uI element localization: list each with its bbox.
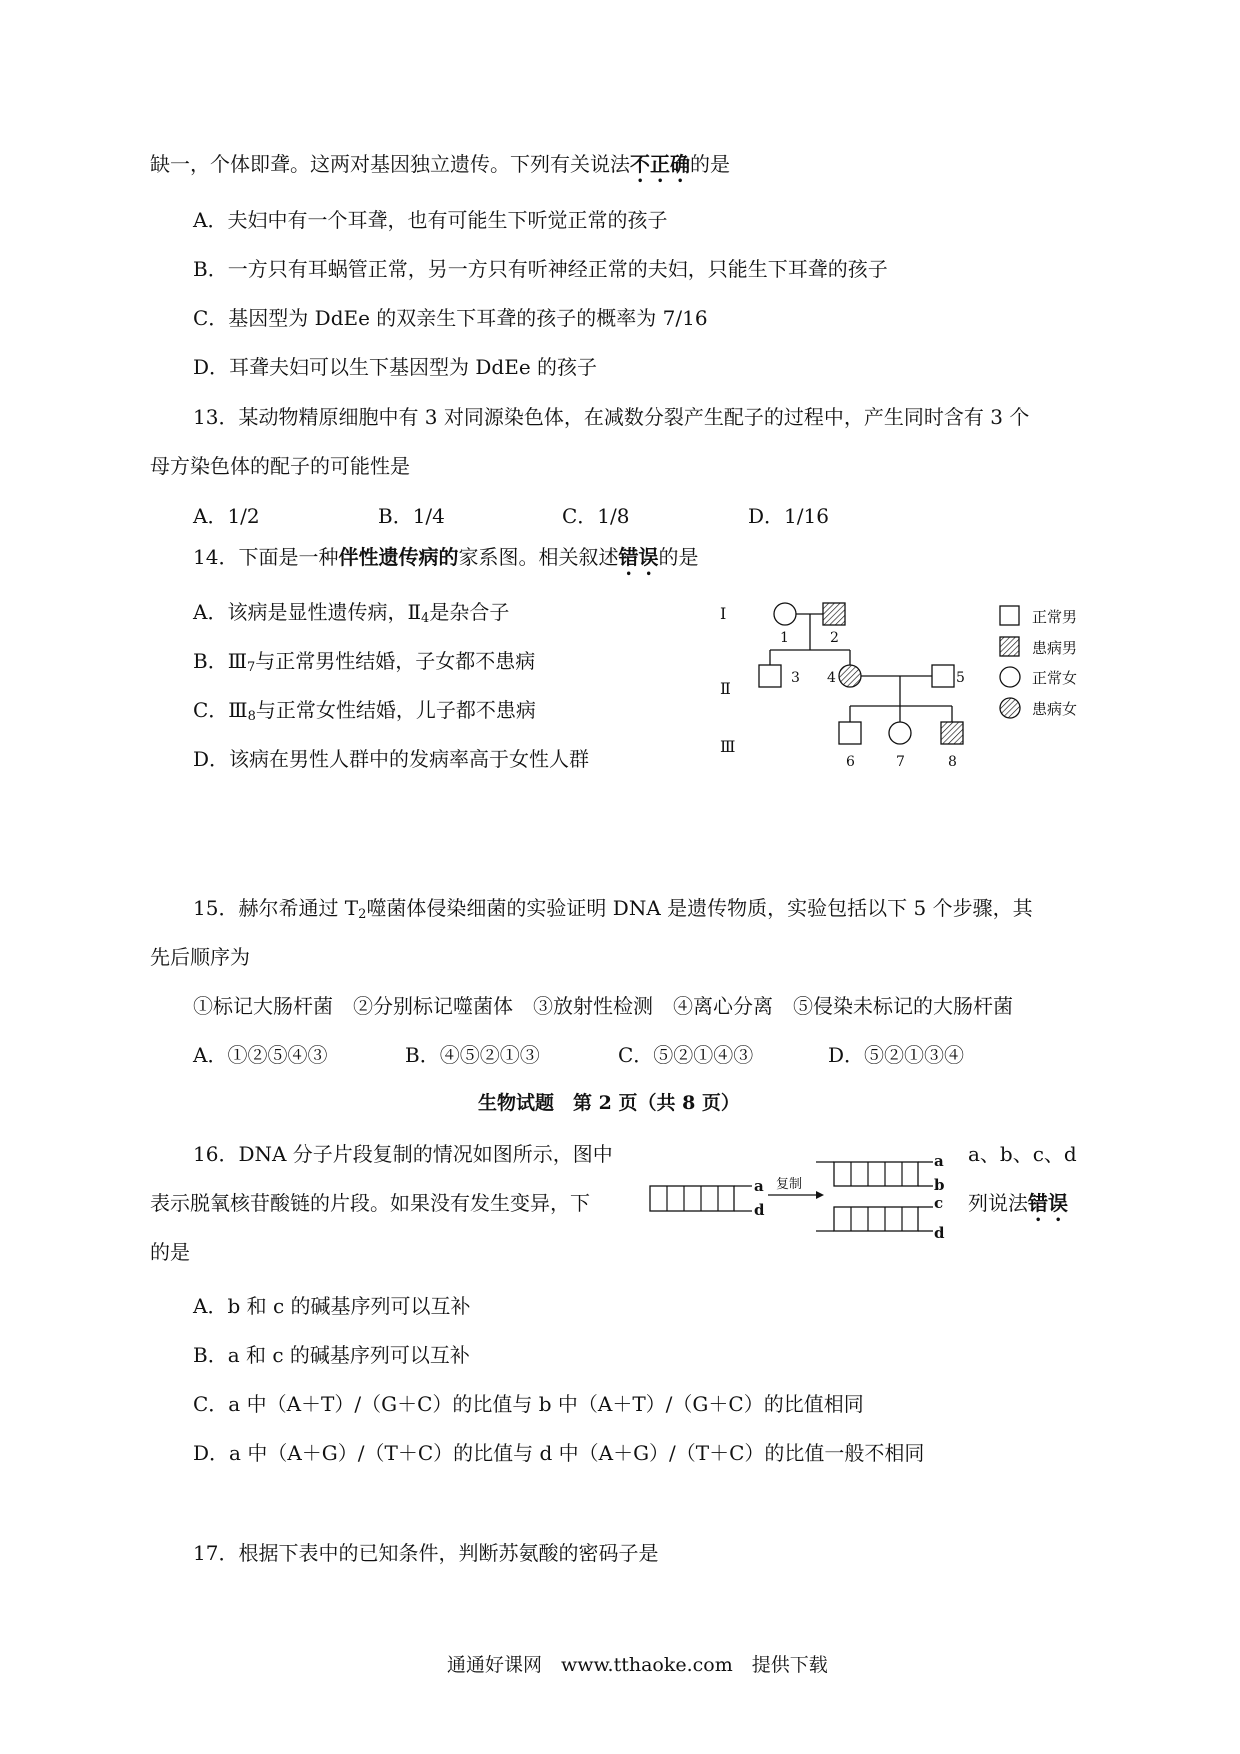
generation-3-label: Ⅲ: [720, 737, 736, 756]
q16-option-a: A．b 和 c 的碱基序列可以互补: [193, 1294, 471, 1318]
individual-8-affected-male: [941, 722, 963, 744]
individual-6-normal-male: [839, 722, 861, 744]
q15-stem-line2: 先后顺序为: [150, 945, 250, 969]
legend-affected-male-symbol: [1000, 637, 1019, 656]
q15-stem-line1: 15．赫尔希通过 $T_2$噬菌体侵染细菌的实验证明 DNA 是遗传物质，实验包括以下 5 个步骤，其: [193, 896, 1033, 922]
legend-affected-female-symbol: [1000, 698, 1020, 718]
q15-option-a: A．①②⑤④③: [193, 1043, 328, 1067]
individual-3-label: 3: [791, 670, 800, 686]
q14-stem: 14．下面是一种伴性遗传病的家系图。相关叙述错误的是: [193, 545, 699, 569]
individual-2-label: 2: [830, 630, 839, 646]
replication-arrow-icon: [816, 1191, 824, 1199]
q17-stem: 17．根据下表中的已知条件，判断苏氨酸的密码子是: [193, 1541, 659, 1565]
q16-option-b: B．a 和 c 的碱基序列可以互补: [193, 1343, 470, 1367]
legend-affected-female-label: 患病女: [1032, 700, 1078, 718]
legend-affected-male-label: 患病男: [1032, 639, 1078, 657]
individual-7-normal-female: [889, 722, 911, 744]
q13-stem-line1: 13．某动物精原细胞中有 3 对同源染色体，在减数分裂产生配子的过程中，产生同时含有 3 个: [193, 405, 1030, 429]
q14-option-b: B．$Ⅲ_7$与正常男性结婚，子女都不患病: [193, 649, 536, 675]
strand-a-label-left: a: [754, 1177, 764, 1195]
q13-option-b: B．1/4: [378, 504, 445, 528]
q15-option-d: D．⑤②①③④: [828, 1043, 965, 1067]
q16-stem-line3: 的是: [150, 1240, 190, 1264]
q12-option-a: A．夫妇中有一个耳聋，也有可能生下听觉正常的孩子: [193, 208, 668, 232]
individual-6-label: 6: [846, 754, 855, 770]
q15-steps: ①标记大肠杆菌 ②分别标记噬菌体 ③放射性检测 ④离心分离 ⑤侵染未标记的大肠杆菌: [193, 994, 1013, 1018]
individual-4-affected-female: [839, 665, 861, 687]
legend-normal-female-label: 正常女: [1032, 669, 1078, 687]
pedigree-chart: [700, 590, 1100, 780]
q13-stem-line2: 母方染色体的配子的可能性是: [150, 454, 410, 478]
strand-d-label-left: d: [754, 1201, 765, 1219]
legend-normal-female-symbol: [1000, 667, 1020, 687]
strand-d-label-right: d: [934, 1224, 945, 1242]
q13-option-c: C．1/8: [562, 504, 630, 528]
q16-stem-line1-left: 16．DNA 分子片段复制的情况如图所示，图中: [193, 1142, 613, 1166]
page-footer-title: 生物试题 第 2 页（共 8 页）: [478, 1092, 740, 1114]
individual-3-normal-male: [759, 665, 781, 687]
legend-normal-male-symbol: [1000, 606, 1019, 625]
individual-8-label: 8: [948, 754, 957, 770]
page-footer-source: 通通好课网 www.tthaoke.com 提供下载: [447, 1654, 828, 1676]
individual-2-affected-male: [823, 603, 845, 625]
q14-option-d: D．该病在男性人群中的发病率高于女性人群: [193, 747, 590, 771]
q12-intro: 缺一，个体即聋。这两对基因独立遗传。下列有关说法不正确的是: [150, 152, 730, 176]
legend-normal-male-label: 正常男: [1032, 608, 1078, 626]
individual-5-normal-male: [932, 665, 954, 687]
q16-option-d: D．a 中（A＋G）/（T＋C）的比值与 d 中（A＋G）/（T＋C）的比值一般不相同: [193, 1441, 925, 1465]
individual-7-label: 7: [896, 754, 905, 770]
q12-option-c: C．基因型为 DdEe 的双亲生下耳聋的孩子的概率为 7/16: [193, 306, 708, 330]
q16-stem-line1-right: a、b、c、d: [968, 1142, 1077, 1166]
individual-5-label: 5: [956, 670, 965, 686]
q15-option-c: C．⑤②①④③: [618, 1043, 754, 1067]
individual-1-normal-female: [774, 603, 796, 625]
replication-arrow-label: 复制: [776, 1177, 803, 1192]
q13-option-d: D．1/16: [748, 504, 829, 528]
strand-a-label-right: a: [934, 1152, 944, 1170]
q14-option-a: A．该病是显性遗传病，$Ⅱ_4$是杂合子: [193, 600, 510, 626]
q13-option-a: A．1/2: [193, 504, 260, 528]
individual-4-label: 4: [827, 670, 836, 686]
strand-b-label: b: [934, 1176, 945, 1194]
q15-option-b: B．④⑤②①③: [405, 1043, 540, 1067]
generation-1-label: Ⅰ: [720, 604, 727, 623]
q16-option-c: C．a 中（A＋T）/（G＋C）的比值与 b 中（A＋T）/（G＋C）的比值相同: [193, 1392, 864, 1416]
generation-2-label: Ⅱ: [720, 679, 731, 698]
q12-option-b: B．一方只有耳蜗管正常，另一方只有听神经正常的夫妇，只能生下耳聋的孩子: [193, 257, 888, 281]
q16-stem-line2-left: 表示脱氧核苷酸链的片段。如果没有发生变异，下: [150, 1191, 590, 1215]
q16-stem-line2-right: 列说法错误: [968, 1191, 1068, 1215]
individual-1-label: 1: [780, 630, 789, 646]
q14-option-c: C．$Ⅲ_8$与正常女性结婚，儿子都不患病: [193, 698, 536, 724]
dna-replication-figure: [648, 1152, 948, 1242]
strand-c-label: c: [934, 1194, 944, 1212]
q12-option-d: D．耳聋夫妇可以生下基因型为 DdEe 的孩子: [193, 355, 598, 379]
